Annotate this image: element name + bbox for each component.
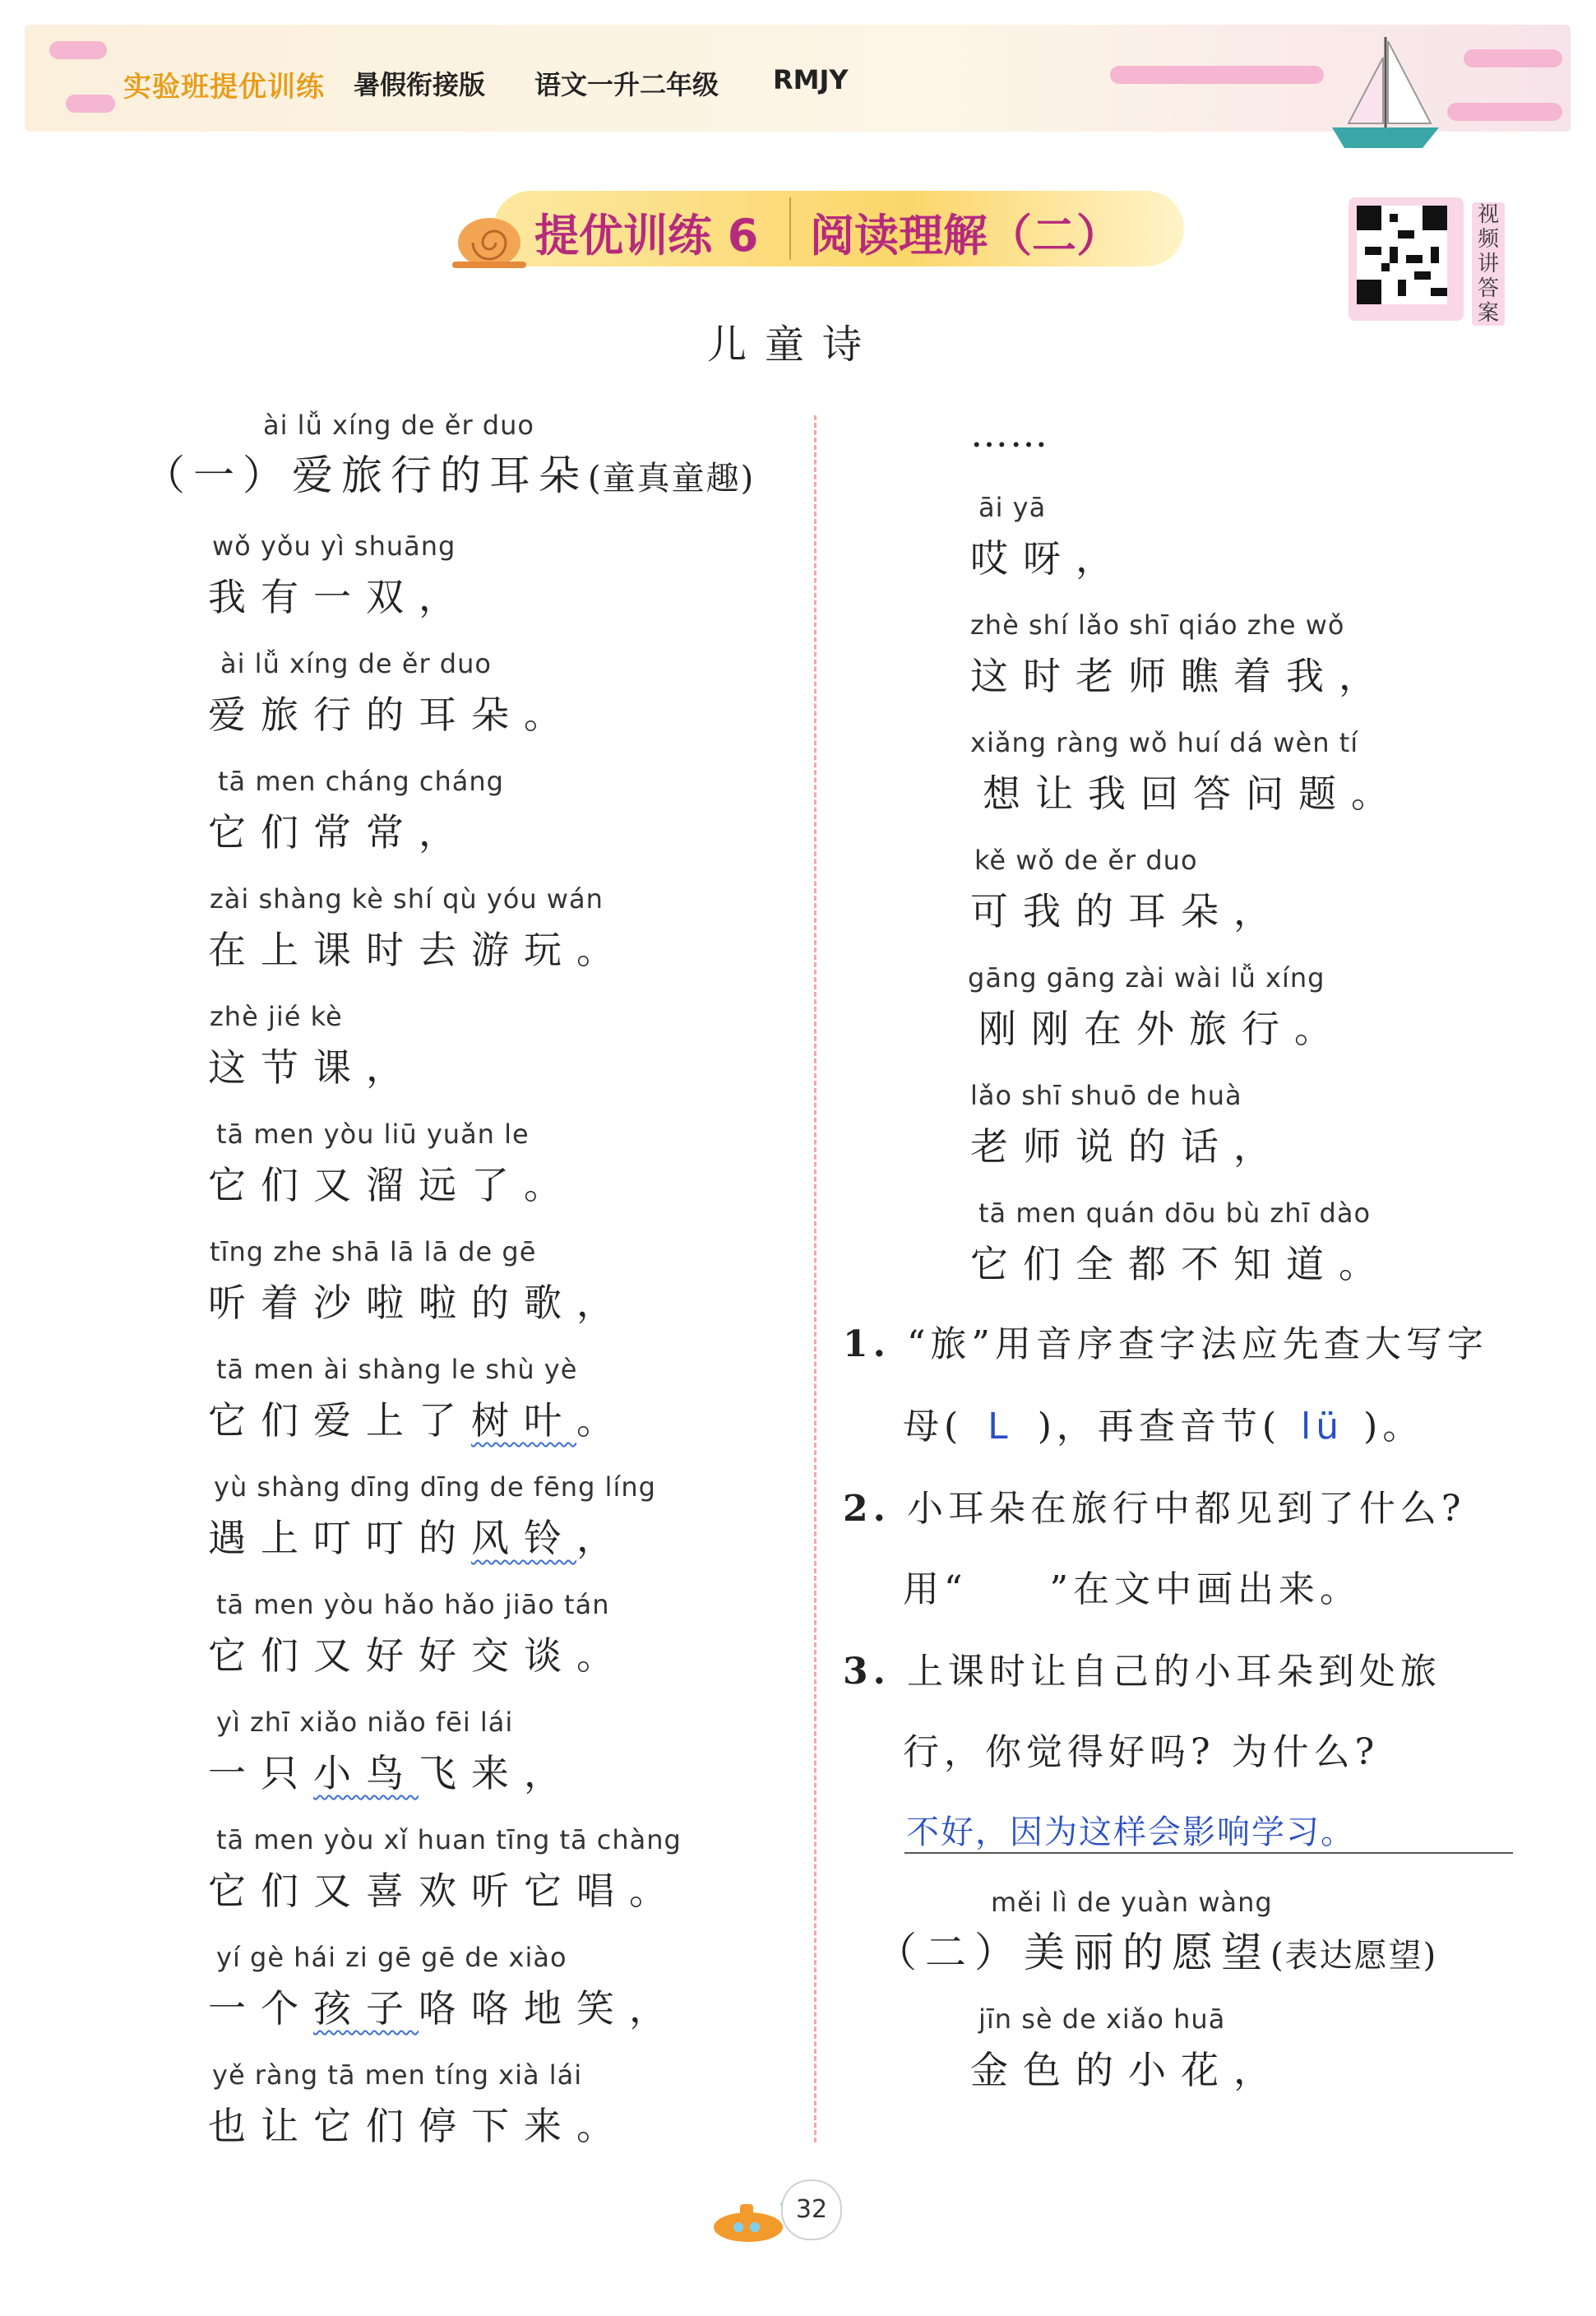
poem-line: 这节课， — [208, 1045, 419, 1090]
question-text: 母( — [903, 1406, 964, 1448]
underlined-answer: 风铃 — [471, 1516, 576, 1560]
section1-tag: (童真童趣) — [588, 460, 756, 498]
poem-text: 一个 — [208, 1986, 313, 2031]
page-number: 32 — [781, 2179, 842, 2240]
answer-underline — [904, 1852, 1513, 1854]
question-3-cont — [903, 1722, 1379, 1775]
qr-code[interactable] — [1349, 197, 1464, 321]
question-1 — [843, 1314, 1488, 1367]
question-2-cont — [903, 1559, 1361, 1612]
section2-tag: (表达愿望) — [1270, 1937, 1438, 1975]
poem-line: 听着沙啦啦的歌， — [208, 1281, 629, 1325]
poem-line: 在上课时去游玩。 — [208, 928, 629, 972]
poem-pinyin: ài lǚ xíng de ěr duo — [220, 648, 492, 679]
poem-pinyin: tā men yòu hǎo hǎo jiāo tán — [216, 1589, 610, 1620]
poem-pinyin: yí gè hái zi gē gē de xiào — [216, 1942, 567, 1973]
poem-line: 它们又溜远了。 — [208, 1163, 576, 1207]
question-text: ”在文中画出来。 — [1049, 1568, 1361, 1610]
poem-pinyin: yù shàng dīng dīng de fēng líng — [214, 1471, 656, 1503]
poem-line: 老师说的话， — [970, 1124, 1286, 1169]
poem-pinyin: zhè shí lǎo shī qiáo zhe wǒ — [970, 609, 1345, 641]
section2-prefix: （二） — [876, 1929, 1024, 1976]
poem-pinyin: tā men yòu xǐ huan tīng tā chàng — [216, 1824, 682, 1855]
question-text: 用“ — [903, 1568, 968, 1610]
poem-pinyin: zhè jié kè — [210, 1001, 343, 1032]
question-number: 1. — [843, 1323, 891, 1365]
underlined-answer: 树叶 — [471, 1398, 576, 1443]
section2-heading — [876, 1920, 1437, 1979]
snail-icon — [444, 206, 534, 271]
answer-field[interactable]: 不好，因为这样会影响学习。 — [906, 1813, 1355, 1851]
sailboat-icon — [1324, 33, 1447, 156]
poem-pinyin: tā men yòu liū yuǎn le — [216, 1119, 530, 1150]
section1-prefix: （一） — [144, 452, 292, 499]
underlined-answer: 孩子 — [313, 1986, 419, 2031]
poem-pinyin: wǒ yǒu yì shuāng — [212, 530, 456, 562]
question-number: 2. — [843, 1488, 891, 1530]
question-text: 上课时让自己的小耳朵到处旅 — [906, 1651, 1441, 1693]
poem-line — [208, 1744, 576, 1798]
brand-name: 实验班提优训练 — [123, 71, 325, 104]
header-decoration — [66, 95, 115, 113]
poem-pinyin: tā men quán dōu bù zhī dào — [978, 1197, 1372, 1229]
underlined-answer: 小鸟 — [313, 1751, 419, 1795]
question-text: 行，你觉得好吗? 为什么? — [903, 1731, 1380, 1773]
answer-syllable[interactable]: lü — [1301, 1406, 1344, 1448]
question-text: 小耳朵在旅行中都见到了什么? — [906, 1488, 1466, 1530]
qr-code-icon — [1357, 206, 1447, 304]
poem-pinyin: zài shàng kè shí qù yóu wán — [210, 883, 604, 915]
question-2 — [843, 1479, 1466, 1531]
poem-line: 它们又喜欢听它唱。 — [208, 1869, 682, 1913]
lesson-topic: 阅读理解（二） — [810, 210, 1121, 262]
publisher-label: RMJY — [773, 64, 849, 95]
question-number: 3. — [843, 1651, 891, 1693]
poem-text: 它们爱上了 — [208, 1398, 471, 1443]
header-decoration — [1447, 103, 1562, 121]
poem-pinyin: āi yā — [978, 492, 1047, 523]
poem-line: 哎呀， — [970, 536, 1128, 581]
poem-pinyin: tīng zhe shā lā lā de gē — [210, 1236, 537, 1267]
question-text: “旅”用音序查字法应先查大写字 — [906, 1323, 1488, 1365]
poem-category-title: 儿童诗 — [707, 322, 881, 368]
section2-title: 美丽的愿望 — [1024, 1929, 1270, 1976]
question-text: )。 — [1363, 1406, 1424, 1448]
lesson-number: 提优训练 6 — [534, 210, 759, 262]
qr-label: 视频讲答案 — [1472, 202, 1505, 326]
poem-line — [208, 1979, 682, 2033]
section1-title: 爱旅行的耳朵 — [292, 452, 588, 499]
section1-heading — [144, 442, 755, 502]
poem-line: 刚刚在外旅行。 — [978, 1007, 1347, 1051]
poem-line: 金色的小花， — [970, 2048, 1286, 2092]
section2-pinyin: měi lì de yuàn wàng — [991, 1887, 1273, 1918]
section1-pinyin: ài lǚ xíng de ěr duo — [263, 410, 534, 441]
header-decoration — [1464, 49, 1562, 67]
poem-text: 咯咯地笑， — [419, 1986, 682, 2031]
question-1-cont — [903, 1397, 1423, 1449]
edition-label: 暑假衔接版 — [354, 69, 486, 100]
header-decoration — [49, 41, 107, 59]
ellipsis: …… — [970, 411, 1049, 456]
question-3 — [843, 1642, 1441, 1694]
column-divider — [814, 415, 817, 2142]
poem-line: 它们常常， — [208, 810, 471, 855]
poem-line: 爱旅行的耳朵。 — [208, 692, 576, 737]
poem-line — [208, 1391, 629, 1445]
poem-line: 我有一双， — [208, 575, 471, 619]
poem-line — [208, 1508, 629, 1563]
poem-pinyin: kě wǒ de ěr duo — [974, 845, 1198, 876]
poem-pinyin: gāng gāng zài wài lǚ xíng — [968, 962, 1325, 994]
poem-pinyin: tā men ài shàng le shù yè — [216, 1354, 578, 1385]
answer-letter[interactable]: L — [988, 1406, 1013, 1448]
poem-line: 可我的耳朵， — [970, 889, 1286, 933]
poem-text: 。 — [576, 1398, 629, 1443]
poem-pinyin: xiǎng ràng wǒ huí dá wèn tí — [970, 727, 1359, 758]
poem-line: 它们全都不知道。 — [970, 1242, 1391, 1286]
poem-text: 一只 — [208, 1751, 313, 1795]
poem-text: 遇上叮叮的 — [208, 1516, 471, 1560]
poem-text: ， — [576, 1516, 629, 1560]
poem-line: 它们又好好交谈。 — [208, 1633, 629, 1678]
poem-pinyin: lǎo shī shuō de huà — [970, 1080, 1242, 1111]
poem-pinyin: yě ràng tā men tíng xià lái — [212, 2059, 583, 2091]
poem-pinyin: yì zhī xiǎo niǎo fēi lái — [216, 1707, 514, 1738]
poem-line: 想让我回答问题。 — [983, 771, 1404, 816]
header-decoration — [1110, 66, 1324, 84]
poem-pinyin: tā men cháng cháng — [218, 766, 504, 797]
subject-label: 语文一升二年级 — [534, 69, 719, 100]
poem-text: 飞来， — [419, 1751, 576, 1795]
question-text: )，再查音节( — [1037, 1406, 1282, 1448]
poem-line: 也让它们停下来。 — [208, 2104, 629, 2148]
poem-pinyin: jīn sè de xiǎo huā — [978, 2003, 1226, 2035]
poem-line: 这时老师瞧着我， — [970, 654, 1391, 698]
